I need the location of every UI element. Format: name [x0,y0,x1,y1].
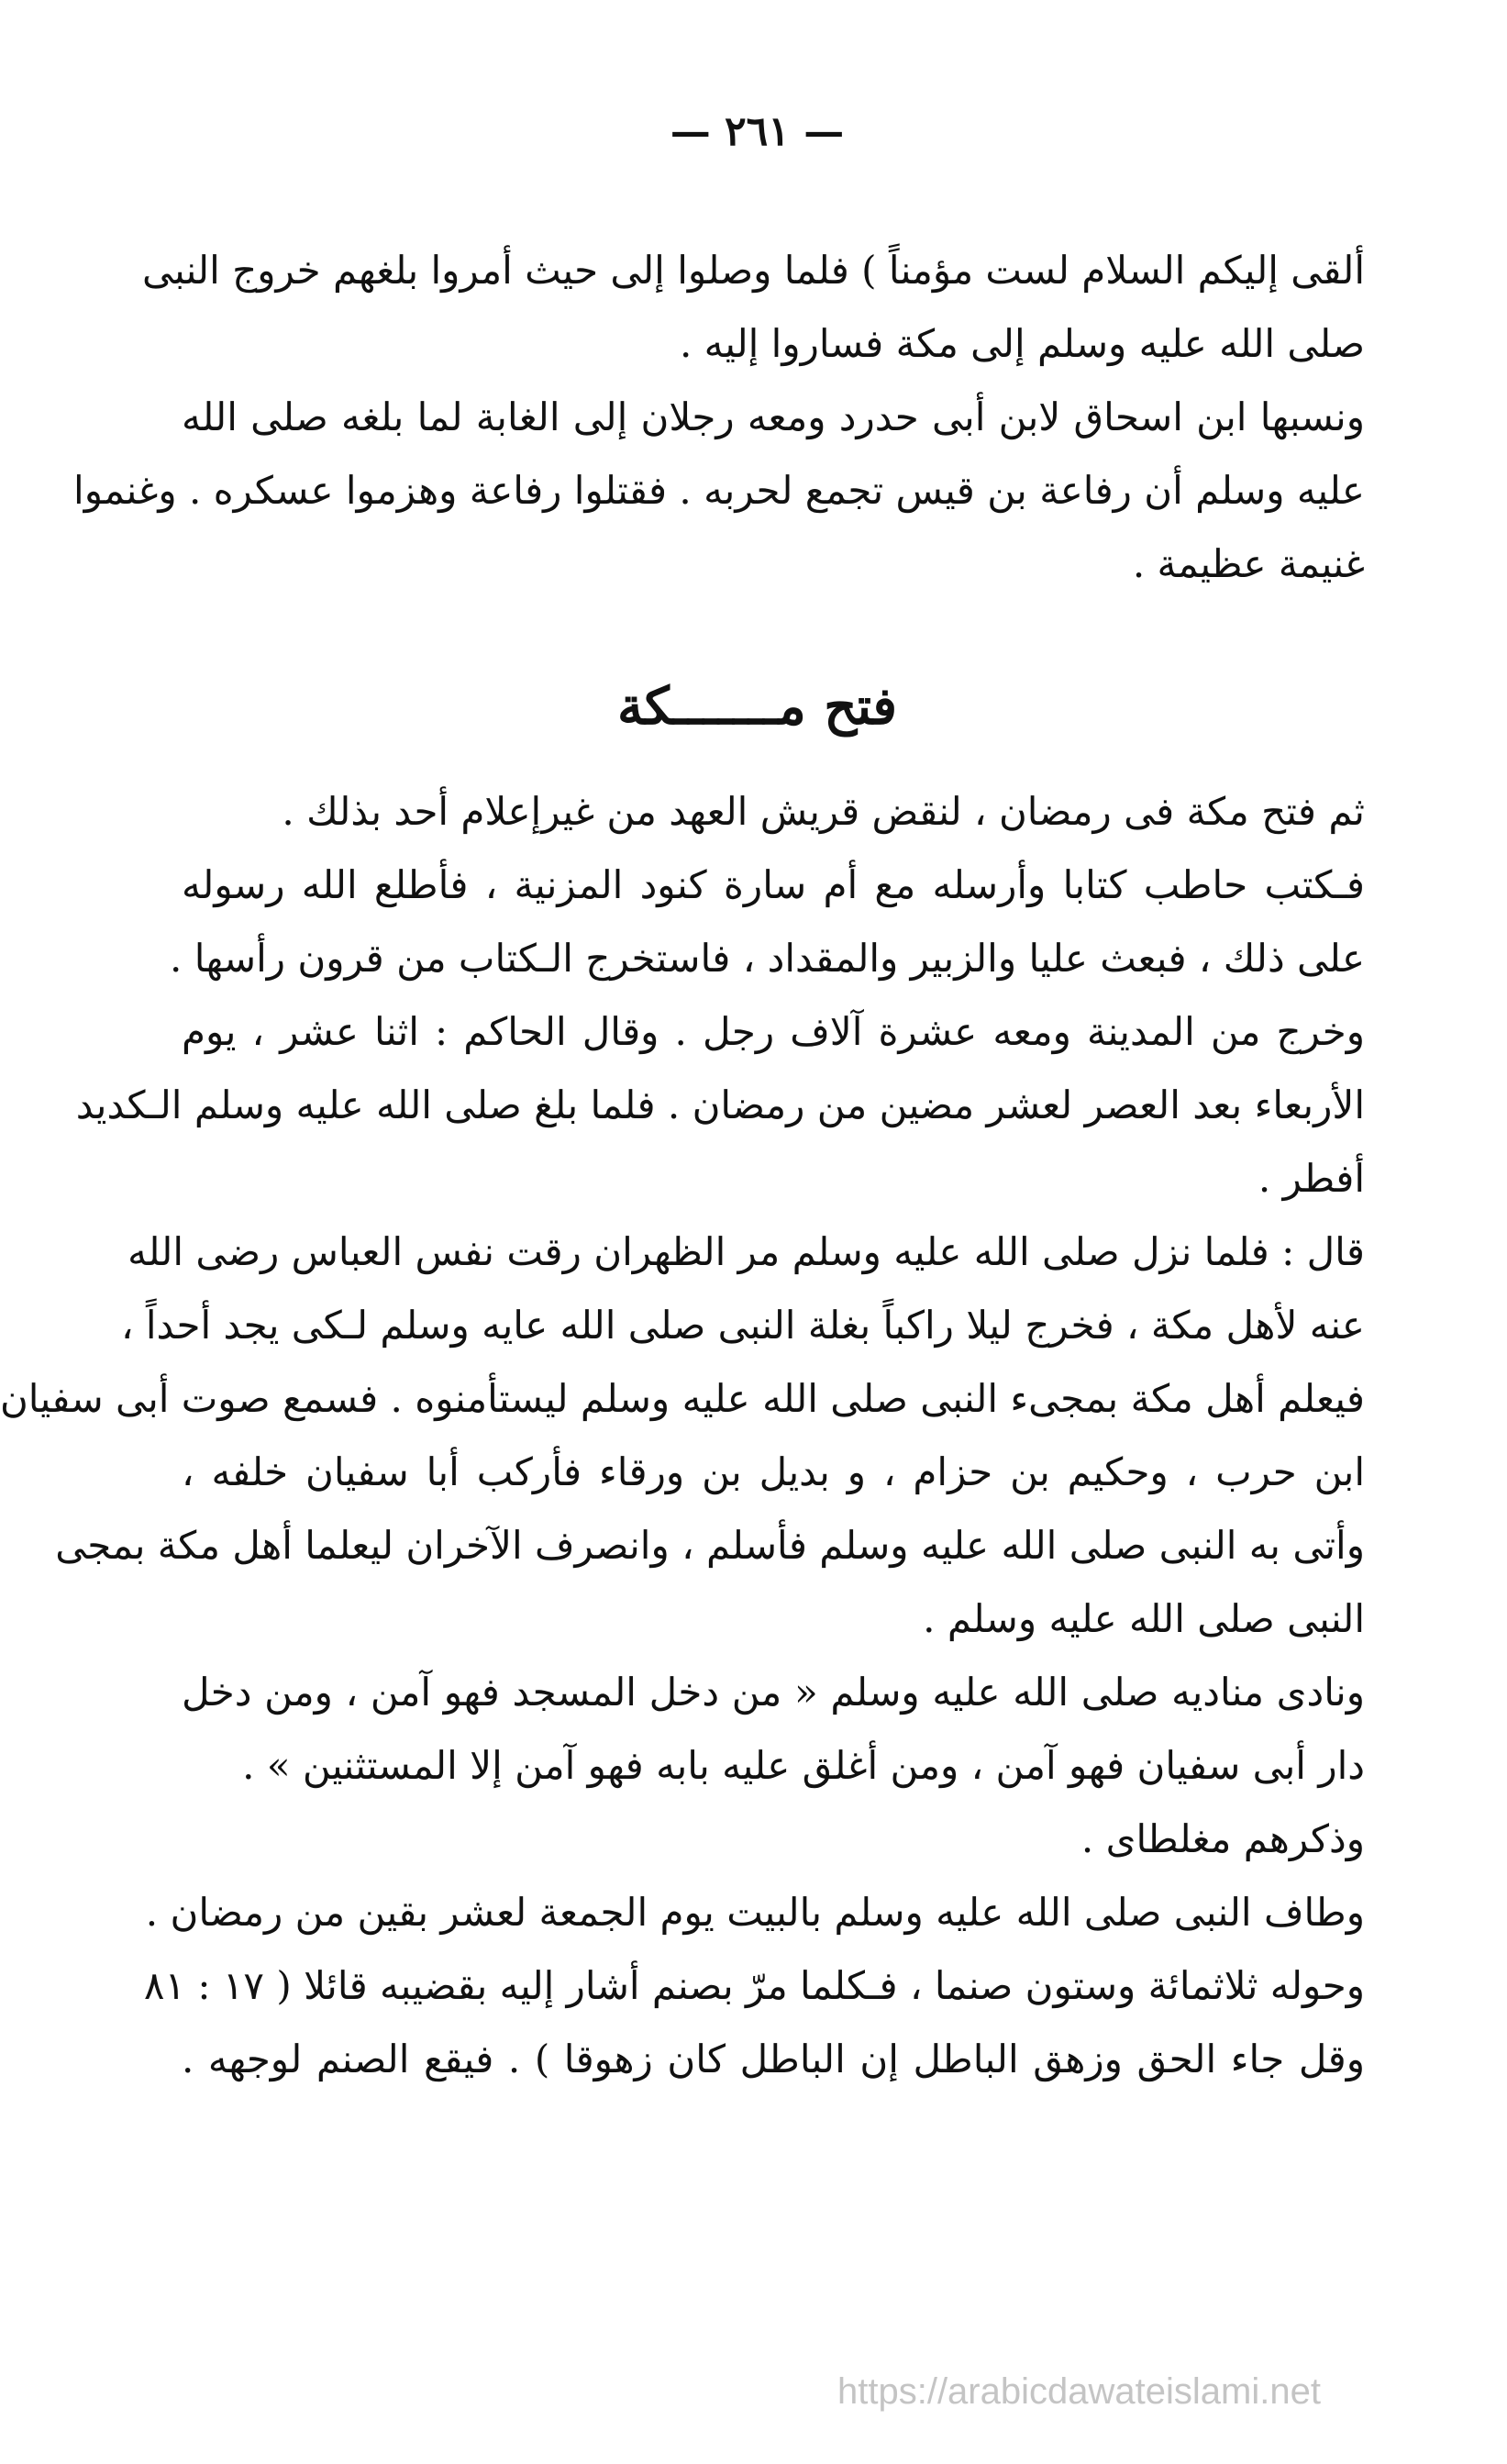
text-line: وحوله ثلاثمائة وستون صنما ، فـكلما مرّ بصنم أشار إليه بقضيبه قائلا ( ١٧ : ٨١ [143,1963,1365,2008]
text-line: وخرج من المدينة ومعه عشرة آلاف رجل . وقال الحاكم : اثنا عشر ، يوم [182,1009,1365,1054]
text-line: ألقى إليكم السلام لست مؤمناً ) فلما وصلوا إلى حيث أمروا بلغهم خروج النبى [141,248,1365,293]
text-line: غنيمة عظيمة . [1132,541,1365,586]
text-line: دار أبى سفيان فهو آمن ، ومن أغلق عليه بابه فهو آمن إلا المستثنين » . [242,1743,1365,1788]
text-line: فيعلم أهل مكة بمجىء النبى صلى الله عليه وسلم ليستأمنوه . فسمع صوت أبى سفيان [0,1376,1365,1421]
text-line: أفطر . [1258,1156,1365,1201]
page-number: — ٢٦١ — [670,108,845,155]
section-title: فتح مـــــــكة [616,676,898,737]
text-line: عليه وسلم أن رفاعة بن قيس تجمع لحربه . فقتلوا رفاعة وهزموا عسكره . وغنموا [73,468,1365,513]
text-line: الأربعاء بعد العصر لعشر مضين من رمضان . فلما بلغ صلى الله عليه وسلم الـكديد [75,1082,1365,1127]
intro-paragraphs [73,234,1365,601]
text-line: على ذلك ، فبعث عليا والزبير والمقداد ، فاستخرج الـكتاب من قرون رأسها . [170,936,1365,981]
text-line: ونادى مناديه صلى الله عليه وسلم « من دخل المسجد فهو آمن ، ومن دخل [182,1670,1365,1715]
text-line: ابن حرب ، وحكيم بن حزام ، و بديل بن ورقاء فأركب أبا سفيان خلفه ، [182,1449,1365,1494]
text-line: وقل جاء الحق وزهق الباطل إن الباطل كان زهوقا ) . فيقع الصنم لوجهه . [182,2037,1365,2081]
text-line: فـكتب حاطب كتابا وأرسله مع أم سارة كنود المزنية ، فأطلع الله رسوله [182,862,1365,907]
text-line: ثم فتح مكة فى رمضان ، لنقض قريش العهد من غيرإعلام أحد بذلك . [282,789,1365,834]
text-line: وذكرهم مغلطاى . [1080,1816,1365,1861]
body-paragraphs [0,775,1365,2096]
text-line: النبى صلى الله عليه وسلم . [923,1596,1365,1641]
text-line: صلى الله عليه وسلم إلى مكة فساروا إليه . [679,321,1365,366]
text-line: وطاف النبى صلى الله عليه وسلم بالبيت يوم الجمعة لعشر بقين من رمضان . [145,1890,1365,1935]
text-line: وأتى به النبى صلى الله عليه وسلم فأسلم ، وانصرف الآخران ليعلما أهل مكة بمجى [55,1523,1365,1568]
watermark-url: https://arabicdawateislami.net [837,2371,1321,2412]
text-line: عنه لأهل مكة ، فخرج ليلا راكباً بغلة النبى صلى الله عايه وسلم لـكى يجد أحداً ، [120,1303,1365,1348]
text-line: قال : فلما نزل صلى الله عليه وسلم مر الظهران رقت نفس العباس رضى الله [127,1229,1365,1274]
text-line: ونسبها ابن اسحاق لابن أبى حدرد ومعه رجلان إلى الغابة لما بلغه صلى الله [182,394,1365,439]
